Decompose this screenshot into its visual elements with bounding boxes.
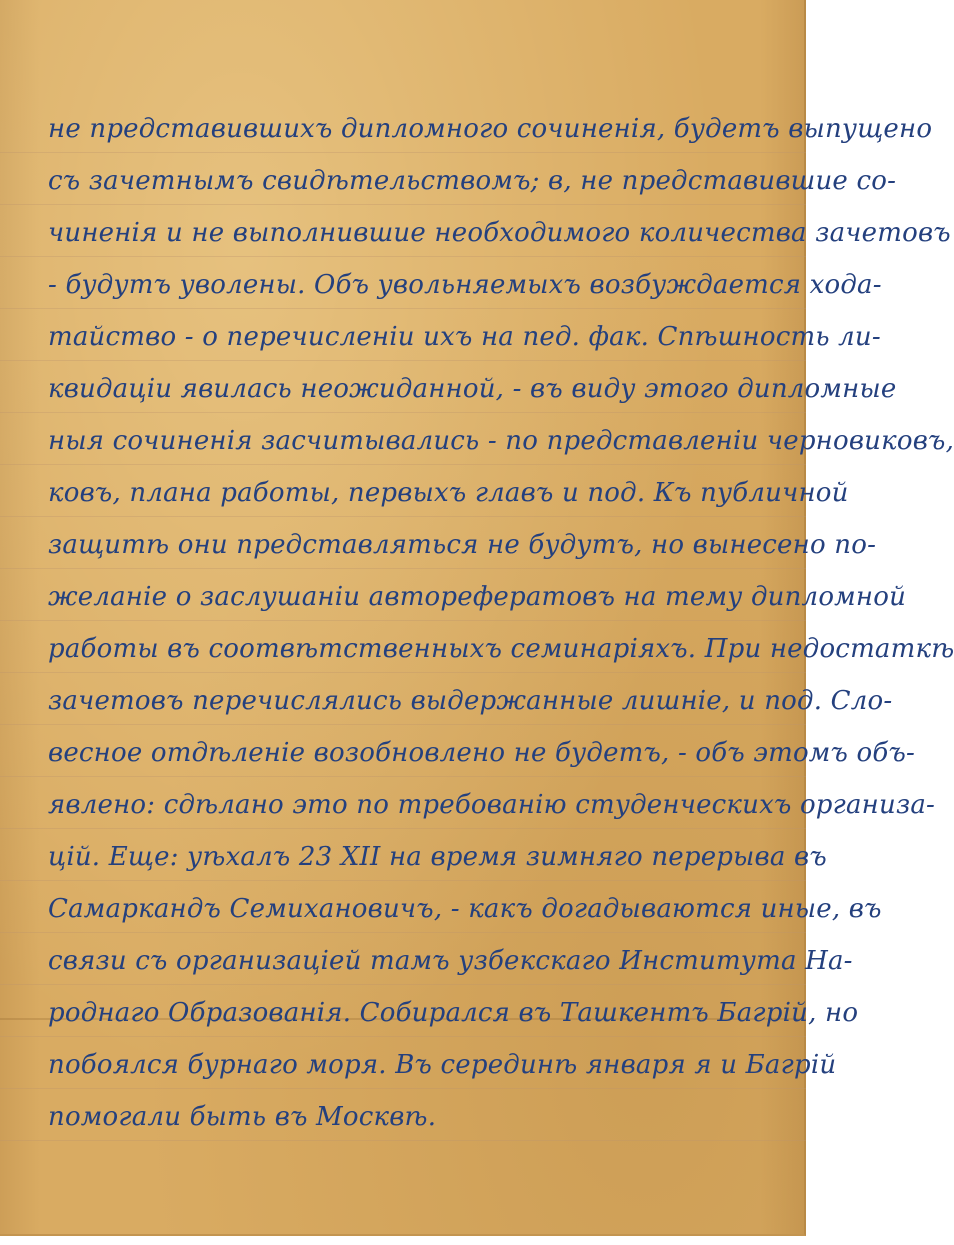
handwritten-line: квидаціи явилась неожиданной, - въ виду этого дипломные [48,374,897,404]
ruled-line [0,308,806,309]
ruled-line [0,1036,806,1037]
handwritten-line: весное отдѣленіе возобновлено не будетъ, - объ этомъ объ- [48,738,915,768]
ruled-line [0,204,806,205]
ruled-line [0,932,806,933]
handwritten-line: побоялся бурнаго моря. Въ серединѣ января я и Багрій [48,1050,837,1080]
handwritten-line: ныя сочиненія засчитывались - по представленіи черновиковъ, [48,426,954,456]
handwritten-line: ковъ, плана работы, первыхъ главъ и под. Къ публичной [48,478,849,508]
ruled-line [0,1140,806,1141]
ruled-line [0,880,806,881]
ruled-line [0,828,806,829]
handwritten-line: связи съ организаціей тамъ узбекскаго Института На- [48,946,853,976]
handwritten-line: чиненія и не выполнившие необходимого количества зачетовъ [48,218,951,248]
handwritten-line: Самаркандъ Семихановичъ, - какъ догадываются иные, въ [48,894,882,924]
handwritten-line: роднаго Образованія. Собирался въ Ташкентъ Багрій, но [48,998,859,1028]
handwritten-line: тайство - о перечисленіи ихъ на пед. фак. Спѣшность ли- [48,322,881,352]
handwritten-line: явлено: сдѣлано это по требованію студенческихъ организа- [48,790,936,820]
ruled-line [0,672,806,673]
handwritten-line: - будутъ уволены. Объ увольняемыхъ возбуждается хода- [48,270,882,300]
ruled-line [0,568,806,569]
handwritten-line: помогали быть въ Москвѣ. [48,1102,437,1132]
handwritten-line: зачетовъ перечислялись выдержанные лишніе, и под. Сло- [48,686,893,716]
handwritten-line: не представившихъ дипломного сочиненія, будетъ выпущено [48,114,933,144]
ruled-line [0,776,806,777]
ruled-line [0,256,806,257]
handwritten-line: цій. Еще: уѣхалъ 23 XII на время зимняго перерыва въ [48,842,827,872]
ruled-line [0,360,806,361]
ruled-line [0,152,806,153]
ruled-line [0,620,806,621]
handwritten-line: защитѣ они представляться не будутъ, но вынесено по- [48,530,877,560]
handwritten-line: желаніе о заслушаніи авторефератовъ на тему дипломной [48,582,907,612]
ruled-line [0,412,806,413]
handwritten-line: съ зачетнымъ свидѣтельствомъ; в, не представившие со- [48,166,897,196]
ruled-line [0,984,806,985]
handwritten-line: работы въ соотвѣтственныхъ семинаріяхъ. При недостаткѣ [48,634,954,664]
ruled-line [0,516,806,517]
ruled-line [0,464,806,465]
ruled-line [0,724,806,725]
ruled-line [0,1088,806,1089]
